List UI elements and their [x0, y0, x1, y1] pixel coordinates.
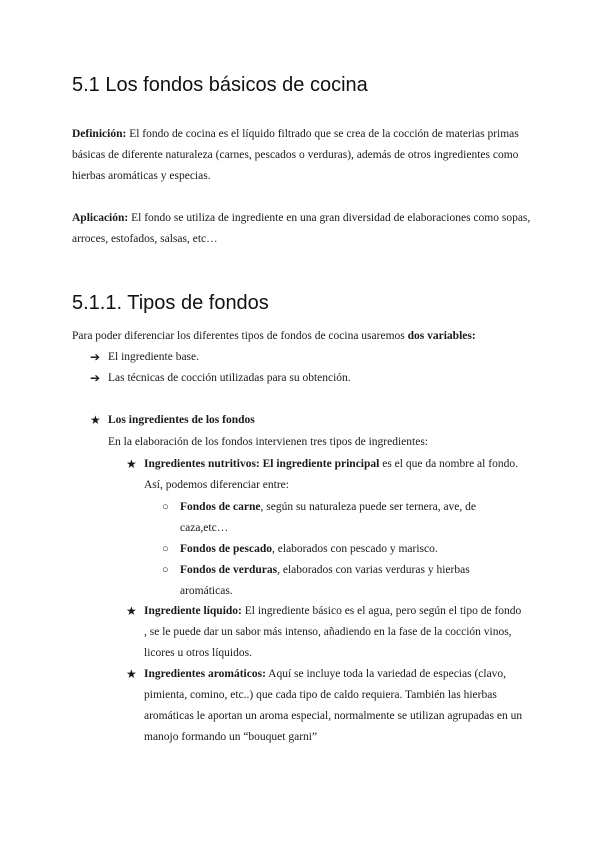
- intro-bold: dos variables:: [407, 330, 476, 342]
- intro-text: Para poder diferenciar los diferentes tipos de fondos de cocina usaremos: [72, 330, 408, 342]
- arrow-item-1: El ingrediente base.: [108, 351, 200, 363]
- application-label: Aplicación:: [72, 212, 129, 224]
- subsection-title: 5.1.1. Tipos de fondos: [72, 292, 269, 314]
- ingredients-intro: En la elaboración de los fondos intervienen tres tipos de ingredientes:: [108, 436, 428, 448]
- arrow-icon: ➔: [90, 350, 101, 364]
- arrow-item-2: Las técnicas de cocción utilizadas para su obtención.: [108, 372, 351, 384]
- nutritivos-text: es el que da nombre al fondo. Así, podemos diferenciar entre:: [144, 458, 518, 491]
- fondo-item-verduras: Fondos de verduras, elaborados con varias verduras y hierbas aromáticas.: [180, 564, 470, 597]
- fondo-item-pescado: Fondos de pescado, elaborados con pescado y marisco.: [180, 543, 438, 555]
- definition-paragraph: [72, 124, 532, 187]
- section-title: 5.1 Los fondos básicos de cocina: [72, 74, 368, 96]
- aromaticos-item: [144, 664, 526, 748]
- star-icon: ★: [126, 667, 137, 681]
- star-icon: ★: [126, 457, 137, 471]
- star-icon: ★: [90, 413, 101, 427]
- intro-paragraph: [72, 326, 476, 347]
- nutritivos-label: Ingredientes nutritivos: El ingrediente principal: [144, 458, 380, 470]
- circle-bullet-icon: ○: [162, 564, 169, 576]
- definition-label: Definición:: [72, 128, 127, 140]
- aromaticos-text: Aquí se incluye toda la variedad de especias (clavo, pimienta, comino, etc..) que cada tipo de caldo requiera. También las hierbas aromáticas le aportan un aroma especial, normalmente se utilizan agrupadas en un manojo formando un “bouquet garni”: [144, 668, 523, 743]
- aromaticos-label: Ingredientes aromáticos:: [144, 668, 266, 680]
- liquido-text: El ingrediente básico es el agua, pero según el tipo de fondo , se le puede dar un sabor más intenso, añadiendo en la fase de la cocción vinos, licores u otros líquidos.: [144, 605, 522, 659]
- star-icon: ★: [126, 604, 137, 618]
- definition-text: El fondo de cocina es el líquido filtrado que se crea de la cocción de materias primas básicas de diferente naturaleza (carnes, pescados o verduras), además de otros ingredientes como hierbas aromáticas y especias.: [72, 128, 519, 182]
- application-text: El fondo se utiliza de ingrediente en una gran diversidad de elaboraciones como sopas, arroces, estofados, salsas, etc…: [72, 212, 531, 245]
- application-paragraph: [72, 208, 532, 250]
- liquido-label: Ingrediente líquido:: [144, 605, 242, 617]
- circle-bullet-icon: ○: [162, 501, 169, 513]
- nutritivos-item: [144, 454, 524, 496]
- fondo-item-carne: Fondos de carne, según su naturaleza puede ser ternera, ave, de caza,etc…: [180, 501, 477, 534]
- arrow-icon: ➔: [90, 371, 101, 385]
- ingredients-heading: Los ingredientes de los fondos: [108, 414, 255, 426]
- circle-bullet-icon: ○: [162, 543, 169, 555]
- liquido-item: [144, 601, 524, 664]
